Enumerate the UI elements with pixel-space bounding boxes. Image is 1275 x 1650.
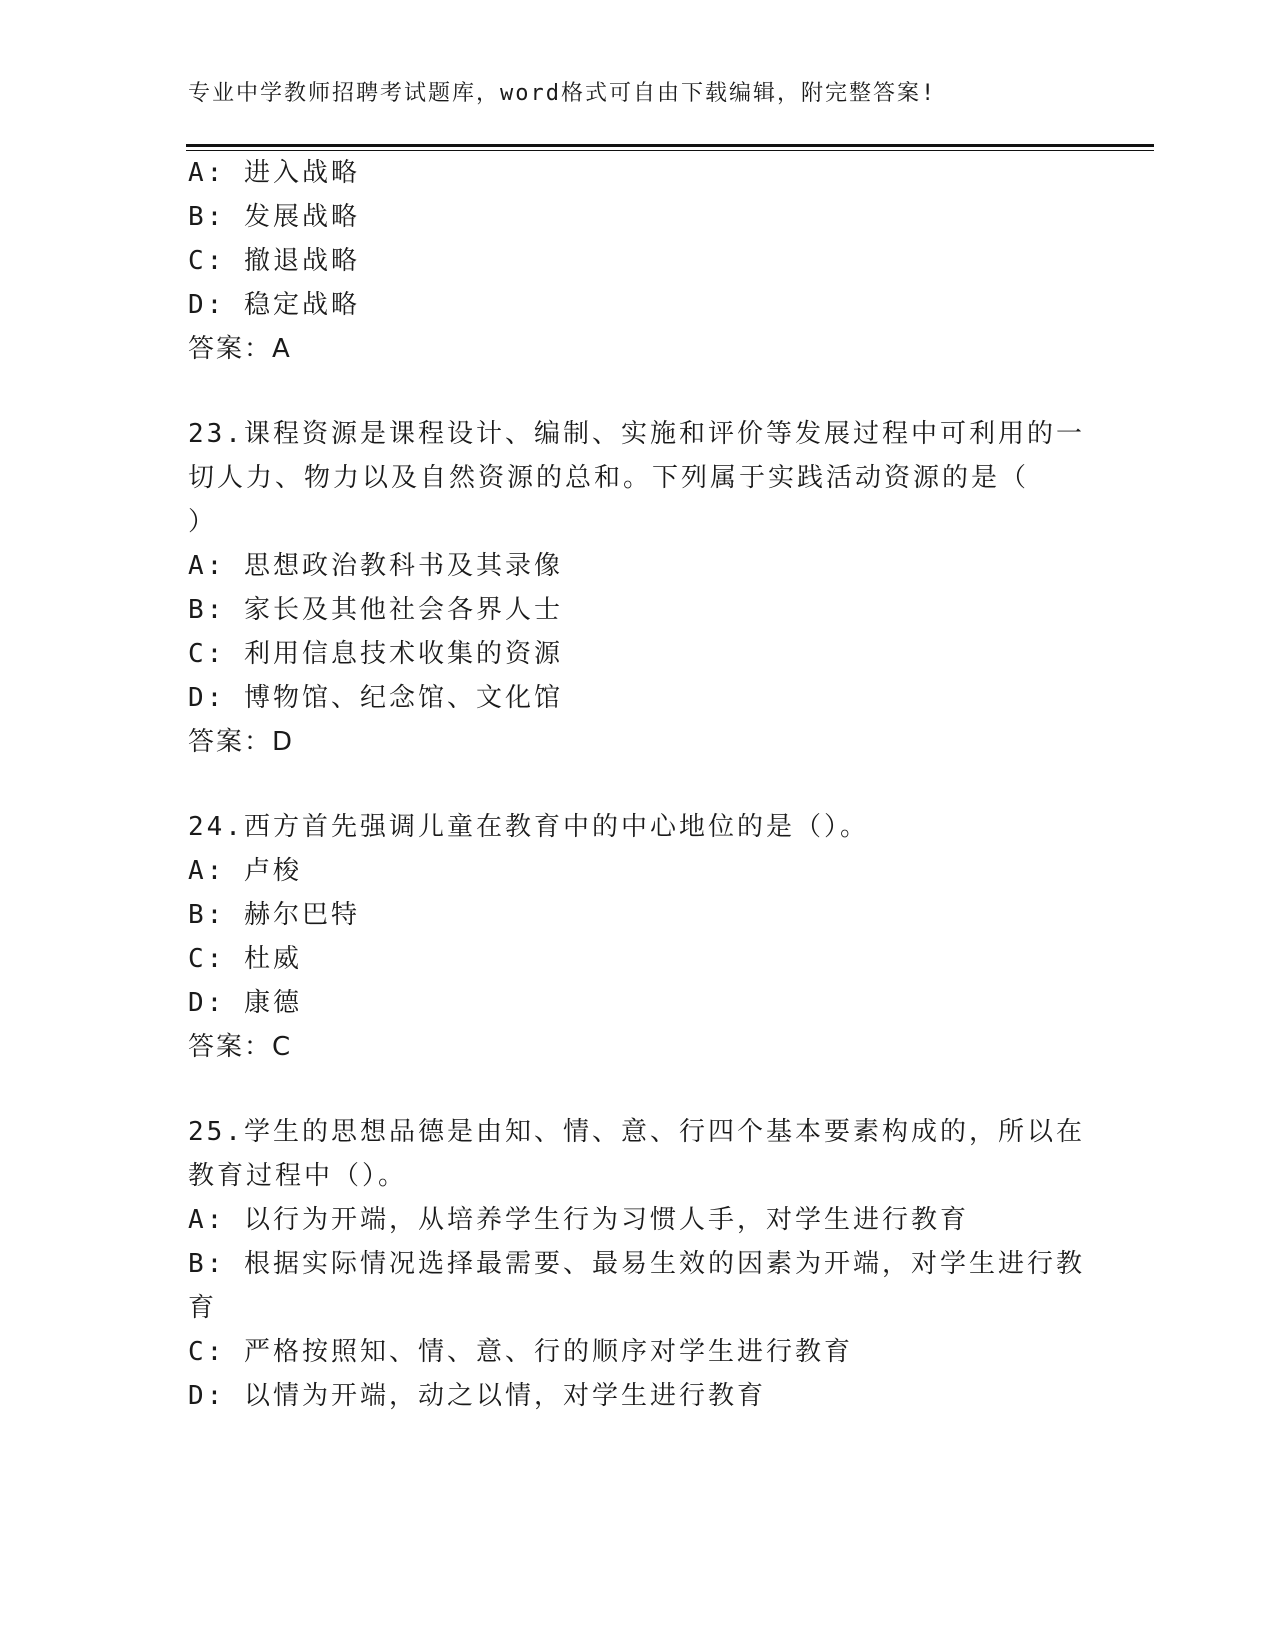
q22-option-d: D: 稳定战略 [188, 290, 360, 320]
q25-option-b-continued: 育 [188, 1293, 218, 1323]
q24-option-b: B: 赫尔巴特 [188, 900, 360, 930]
q24-option-a: A: 卢梭 [188, 856, 302, 886]
q23-option-a: A: 思想政治教科书及其录像 [188, 551, 563, 581]
q23-stem-line-3: ） [188, 507, 218, 537]
q22-option-b: B: 发展战略 [188, 202, 360, 232]
q23-option-c: C: 利用信息技术收集的资源 [188, 639, 563, 669]
page-header: 专业中学教师招聘考试题库，word格式可自由下载编辑，附完整答案! [188, 81, 937, 106]
q22-option-a: A: 进入战略 [188, 158, 360, 188]
q25-option-a: A: 以行为开端，从培养学生行为习惯人手，对学生进行教育 [188, 1205, 969, 1235]
q24-option-d: D: 康德 [188, 988, 302, 1018]
q25-option-b: B: 根据实际情况选择最需要、最易生效的因素为开端，对学生进行教 [188, 1249, 1085, 1279]
q23-answer: 答案：D [188, 727, 295, 757]
q24-stem-line-1: 24.西方首先强调儿童在教育中的中心地位的是（）。 [188, 812, 869, 842]
header-divider [186, 144, 1154, 147]
q23-stem-line-2: 切人力、物力以及自然资源的总和。下列属于实践活动资源的是（ [188, 463, 1030, 493]
q24-option-c: C: 杜威 [188, 944, 302, 974]
q24-answer: 答案：C [188, 1032, 293, 1062]
q22-answer: 答案：A [188, 334, 292, 364]
q23-stem-line-1: 23.课程资源是课程设计、编制、实施和评价等发展过程中可利用的一 [188, 419, 1085, 449]
q23-option-d: D: 博物馆、纪念馆、文化馆 [188, 683, 563, 713]
q25-option-c: C: 严格按照知、情、意、行的顺序对学生进行教育 [188, 1337, 853, 1367]
q25-option-d: D: 以情为开端，动之以情，对学生进行教育 [188, 1381, 766, 1411]
q23-option-b: B: 家长及其他社会各界人士 [188, 595, 563, 625]
q25-stem-line-1: 25.学生的思想品德是由知、情、意、行四个基本要素构成的，所以在 [188, 1117, 1085, 1147]
q25-stem-line-2: 教育过程中（）。 [188, 1161, 408, 1191]
q22-option-c: C: 撤退战略 [188, 246, 360, 276]
